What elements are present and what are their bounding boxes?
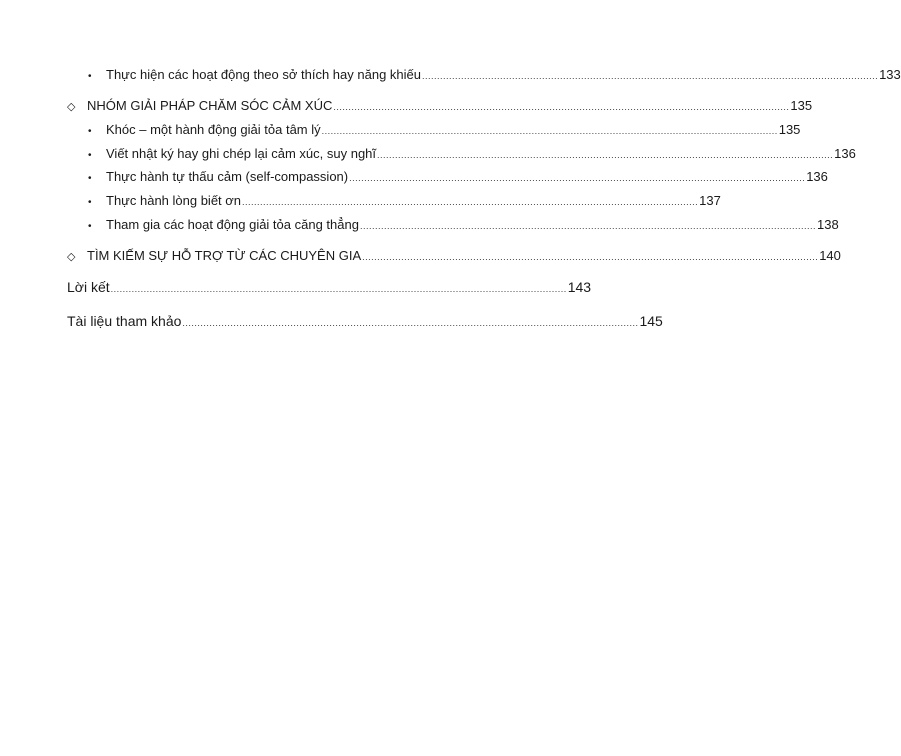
toc-entry-page: 138 [817, 217, 839, 232]
bullet-icon: • [88, 126, 92, 137]
bullet-icon: • [88, 71, 92, 82]
bullet-icon: • [88, 150, 92, 161]
toc-entry-page: 136 [806, 169, 828, 184]
dot-leader: ........................................................................................................................................................ [242, 197, 699, 207]
bullet-icon: • [88, 221, 92, 232]
dot-leader: ........................................................................................................................................................ [349, 173, 806, 183]
toc-entry-page: 136 [834, 146, 856, 161]
toc-entry [88, 122, 801, 140]
toc-chapter-entry [67, 313, 663, 331]
toc-entry-page: 135 [790, 98, 813, 113]
toc-entry-page: 137 [699, 193, 721, 208]
toc-entry-page: 140 [819, 248, 841, 263]
dot-leader: ........................................................................................................................................................ [333, 102, 790, 112]
toc-section-entry [67, 98, 813, 115]
toc-entry-page: 145 [639, 313, 663, 329]
dot-leader: ........................................................................................................................................................ [362, 252, 819, 262]
toc-entry-title: Lời kết [67, 279, 110, 295]
bullet-icon: • [88, 173, 92, 184]
bullet-icon: • [88, 197, 92, 208]
toc-entry-title: Viết nhật ký hay ghi chép lại cảm xúc, suy nghĩ [106, 146, 377, 161]
toc-chapter-entry [67, 279, 592, 297]
toc-entry [88, 146, 856, 164]
toc-entry-title: Tài liệu tham khảo [67, 313, 182, 329]
toc-entry-title: Thực hiện các hoạt động theo sở thích hay năng khiếu [106, 67, 421, 82]
toc-section-entry [67, 248, 841, 265]
toc-entry-page: 133 [879, 67, 901, 82]
diamond-icon: ◇ [67, 101, 76, 113]
dot-leader: ........................................................................................................................................................ [359, 221, 817, 231]
toc-entry-title: Thực hành lòng biết ơn [106, 193, 242, 208]
toc-entry-title: Tham gia các hoạt động giải tỏa căng thẳng [106, 217, 359, 232]
dot-leader: ........................................................................................................................................................ [321, 126, 778, 136]
dot-leader: ........................................................................................................................................................ [110, 284, 567, 294]
dot-leader: ........................................................................................................................................................ [377, 150, 834, 160]
toc-entry-page: 143 [567, 279, 592, 295]
toc-entry-page: 135 [778, 122, 801, 137]
toc-entry [88, 217, 839, 235]
toc-entry-title: NHÓM GIẢI PHÁP CHĂM SÓC CẢM XÚC [87, 98, 333, 113]
toc-entry [88, 67, 901, 85]
toc-entry [88, 193, 721, 211]
toc-entry [88, 169, 828, 187]
toc-entry-title: Khóc – một hành động giải tỏa tâm lý [106, 122, 321, 137]
diamond-icon: ◇ [67, 251, 76, 263]
dot-leader: ........................................................................................................................................................ [182, 318, 639, 328]
toc-entry-title: Thực hành tự thấu cảm (self-compassion) [106, 169, 349, 184]
toc-entry-title: TÌM KIẾM SỰ HỖ TRỢ TỪ CÁC CHUYÊN GIA [87, 248, 362, 263]
dot-leader: ........................................................................................................................................................ [422, 71, 879, 81]
